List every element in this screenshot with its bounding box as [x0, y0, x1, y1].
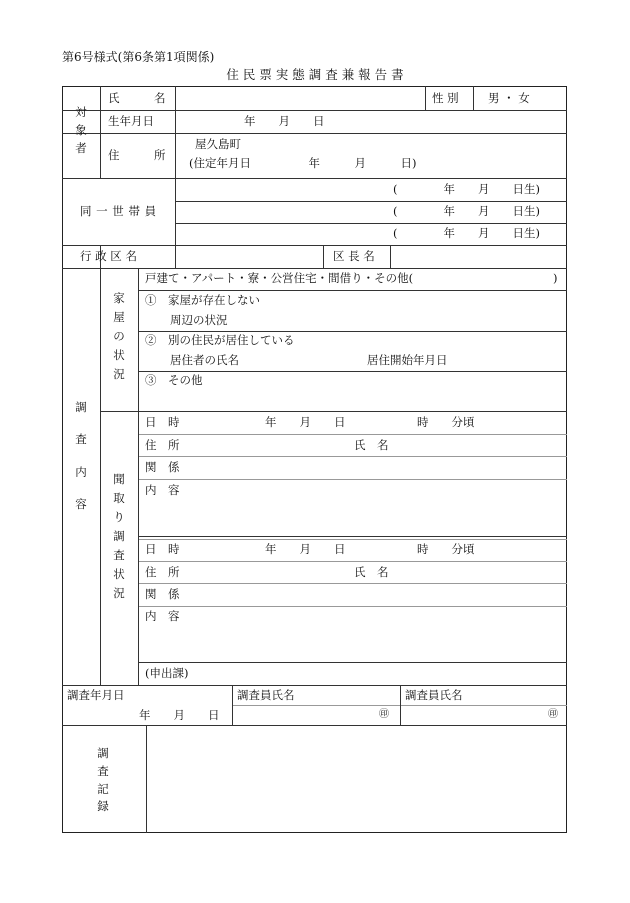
- applicant-dept: (申出課): [145, 666, 189, 680]
- house-types-close: ): [553, 271, 558, 285]
- line: [175, 86, 176, 178]
- line: [146, 725, 147, 833]
- line: [175, 223, 567, 224]
- line: [100, 411, 567, 412]
- household-row-1: ( 年 月 日生): [393, 182, 540, 196]
- survey-date-format: 年 月 日: [139, 708, 220, 722]
- interview-1-content-label: 内 容: [145, 483, 180, 497]
- investigator-1-label: 調査員氏名: [237, 688, 295, 702]
- line: [62, 725, 567, 726]
- house-option-3: ③ その他: [145, 373, 203, 387]
- district-chief-label: 区 長 名: [333, 249, 375, 263]
- line: [138, 456, 567, 457]
- line: [175, 245, 176, 268]
- interview-1-address-label: 住 所: [145, 438, 180, 452]
- house-types: 戸建て・アパート・寮・公営住宅・間借り・その他(: [145, 271, 414, 285]
- line: [138, 539, 567, 540]
- investigator-1-seal: ㊞: [379, 709, 389, 720]
- interview-2-address-label: 住 所: [145, 565, 180, 579]
- residence-date: (住定年月日 年 月 日): [189, 156, 417, 170]
- gender-label: 性 別: [432, 91, 459, 105]
- line: [62, 245, 567, 246]
- line: [138, 290, 567, 291]
- interview-1-datetime-label: 日 時: [145, 415, 180, 429]
- line: [175, 178, 176, 245]
- interview-1-time: 時 分頃: [417, 415, 475, 429]
- interview-2-name-label: 氏 名: [354, 565, 389, 579]
- line: [138, 268, 139, 685]
- subject-section-label: 対 象 者: [75, 105, 87, 155]
- line: [138, 331, 567, 332]
- district-label: 行 政 区 名: [80, 249, 137, 263]
- house-option-2-date: 居住開始年月日: [367, 353, 448, 367]
- line: [390, 245, 391, 268]
- interview-label: 聞 取 り 調 査 状 況: [113, 472, 125, 601]
- investigator-2-label: 調査員氏名: [405, 688, 463, 702]
- line: [400, 685, 401, 725]
- household-row-3: ( 年 月 日生): [393, 226, 540, 240]
- page-title: 住 民 票 実 態 調 査 兼 報 告 書: [226, 67, 404, 82]
- line: [138, 561, 567, 562]
- town-name: 屋久島町: [195, 137, 241, 151]
- line: [62, 133, 567, 134]
- household-row-2: ( 年 月 日生): [393, 204, 540, 218]
- name-label: 氏 名: [108, 91, 166, 105]
- line: [100, 268, 101, 685]
- line: [138, 434, 567, 435]
- interview-2-time: 時 分頃: [417, 542, 475, 556]
- form-number: 第6号様式(第6条第1項関係): [62, 50, 215, 64]
- line: [138, 662, 567, 663]
- line: [138, 536, 567, 537]
- line: [138, 606, 567, 607]
- interview-1-name-label: 氏 名: [354, 438, 389, 452]
- interview-2-relation-label: 関 係: [145, 587, 180, 601]
- survey-record-label: 調 査 記 録: [97, 746, 109, 814]
- house-option-2-resident: 居住者の氏名: [170, 353, 239, 367]
- house-option-1: ① 家屋が存在しない: [145, 293, 260, 307]
- line: [62, 178, 567, 179]
- line: [175, 201, 567, 202]
- line: [100, 86, 101, 178]
- investigator-2-seal: ㊞: [548, 709, 558, 720]
- house-option-2: ② 別の住民が居住している: [145, 333, 295, 347]
- address-label: 住 所: [108, 148, 166, 162]
- interview-1-date: 年 月 日: [265, 415, 346, 429]
- line: [138, 583, 567, 584]
- house-condition-label: 家 屋 の 状 況: [113, 291, 125, 382]
- gender-options: 男 ・ 女: [488, 91, 530, 105]
- interview-2-datetime-label: 日 時: [145, 542, 180, 556]
- house-option-1-sub: 周辺の状況: [170, 313, 228, 327]
- line: [62, 110, 567, 111]
- birthdate-label: 生年月日: [108, 114, 154, 128]
- line: [425, 86, 426, 110]
- line: [323, 245, 324, 268]
- interview-2-date: 年 月 日: [265, 542, 346, 556]
- line: [138, 479, 567, 480]
- line: [473, 86, 474, 110]
- birthdate-format: 年 月 日: [244, 114, 325, 128]
- survey-section-label: 調 査 内 容: [75, 400, 87, 512]
- line: [232, 685, 233, 725]
- survey-date-label: 調査年月日: [67, 688, 125, 702]
- interview-2-content-label: 内 容: [145, 609, 180, 623]
- line: [138, 371, 567, 372]
- interview-1-relation-label: 関 係: [145, 460, 180, 474]
- household-label: 同 一 世 帯 員: [80, 204, 157, 218]
- line: [62, 685, 567, 686]
